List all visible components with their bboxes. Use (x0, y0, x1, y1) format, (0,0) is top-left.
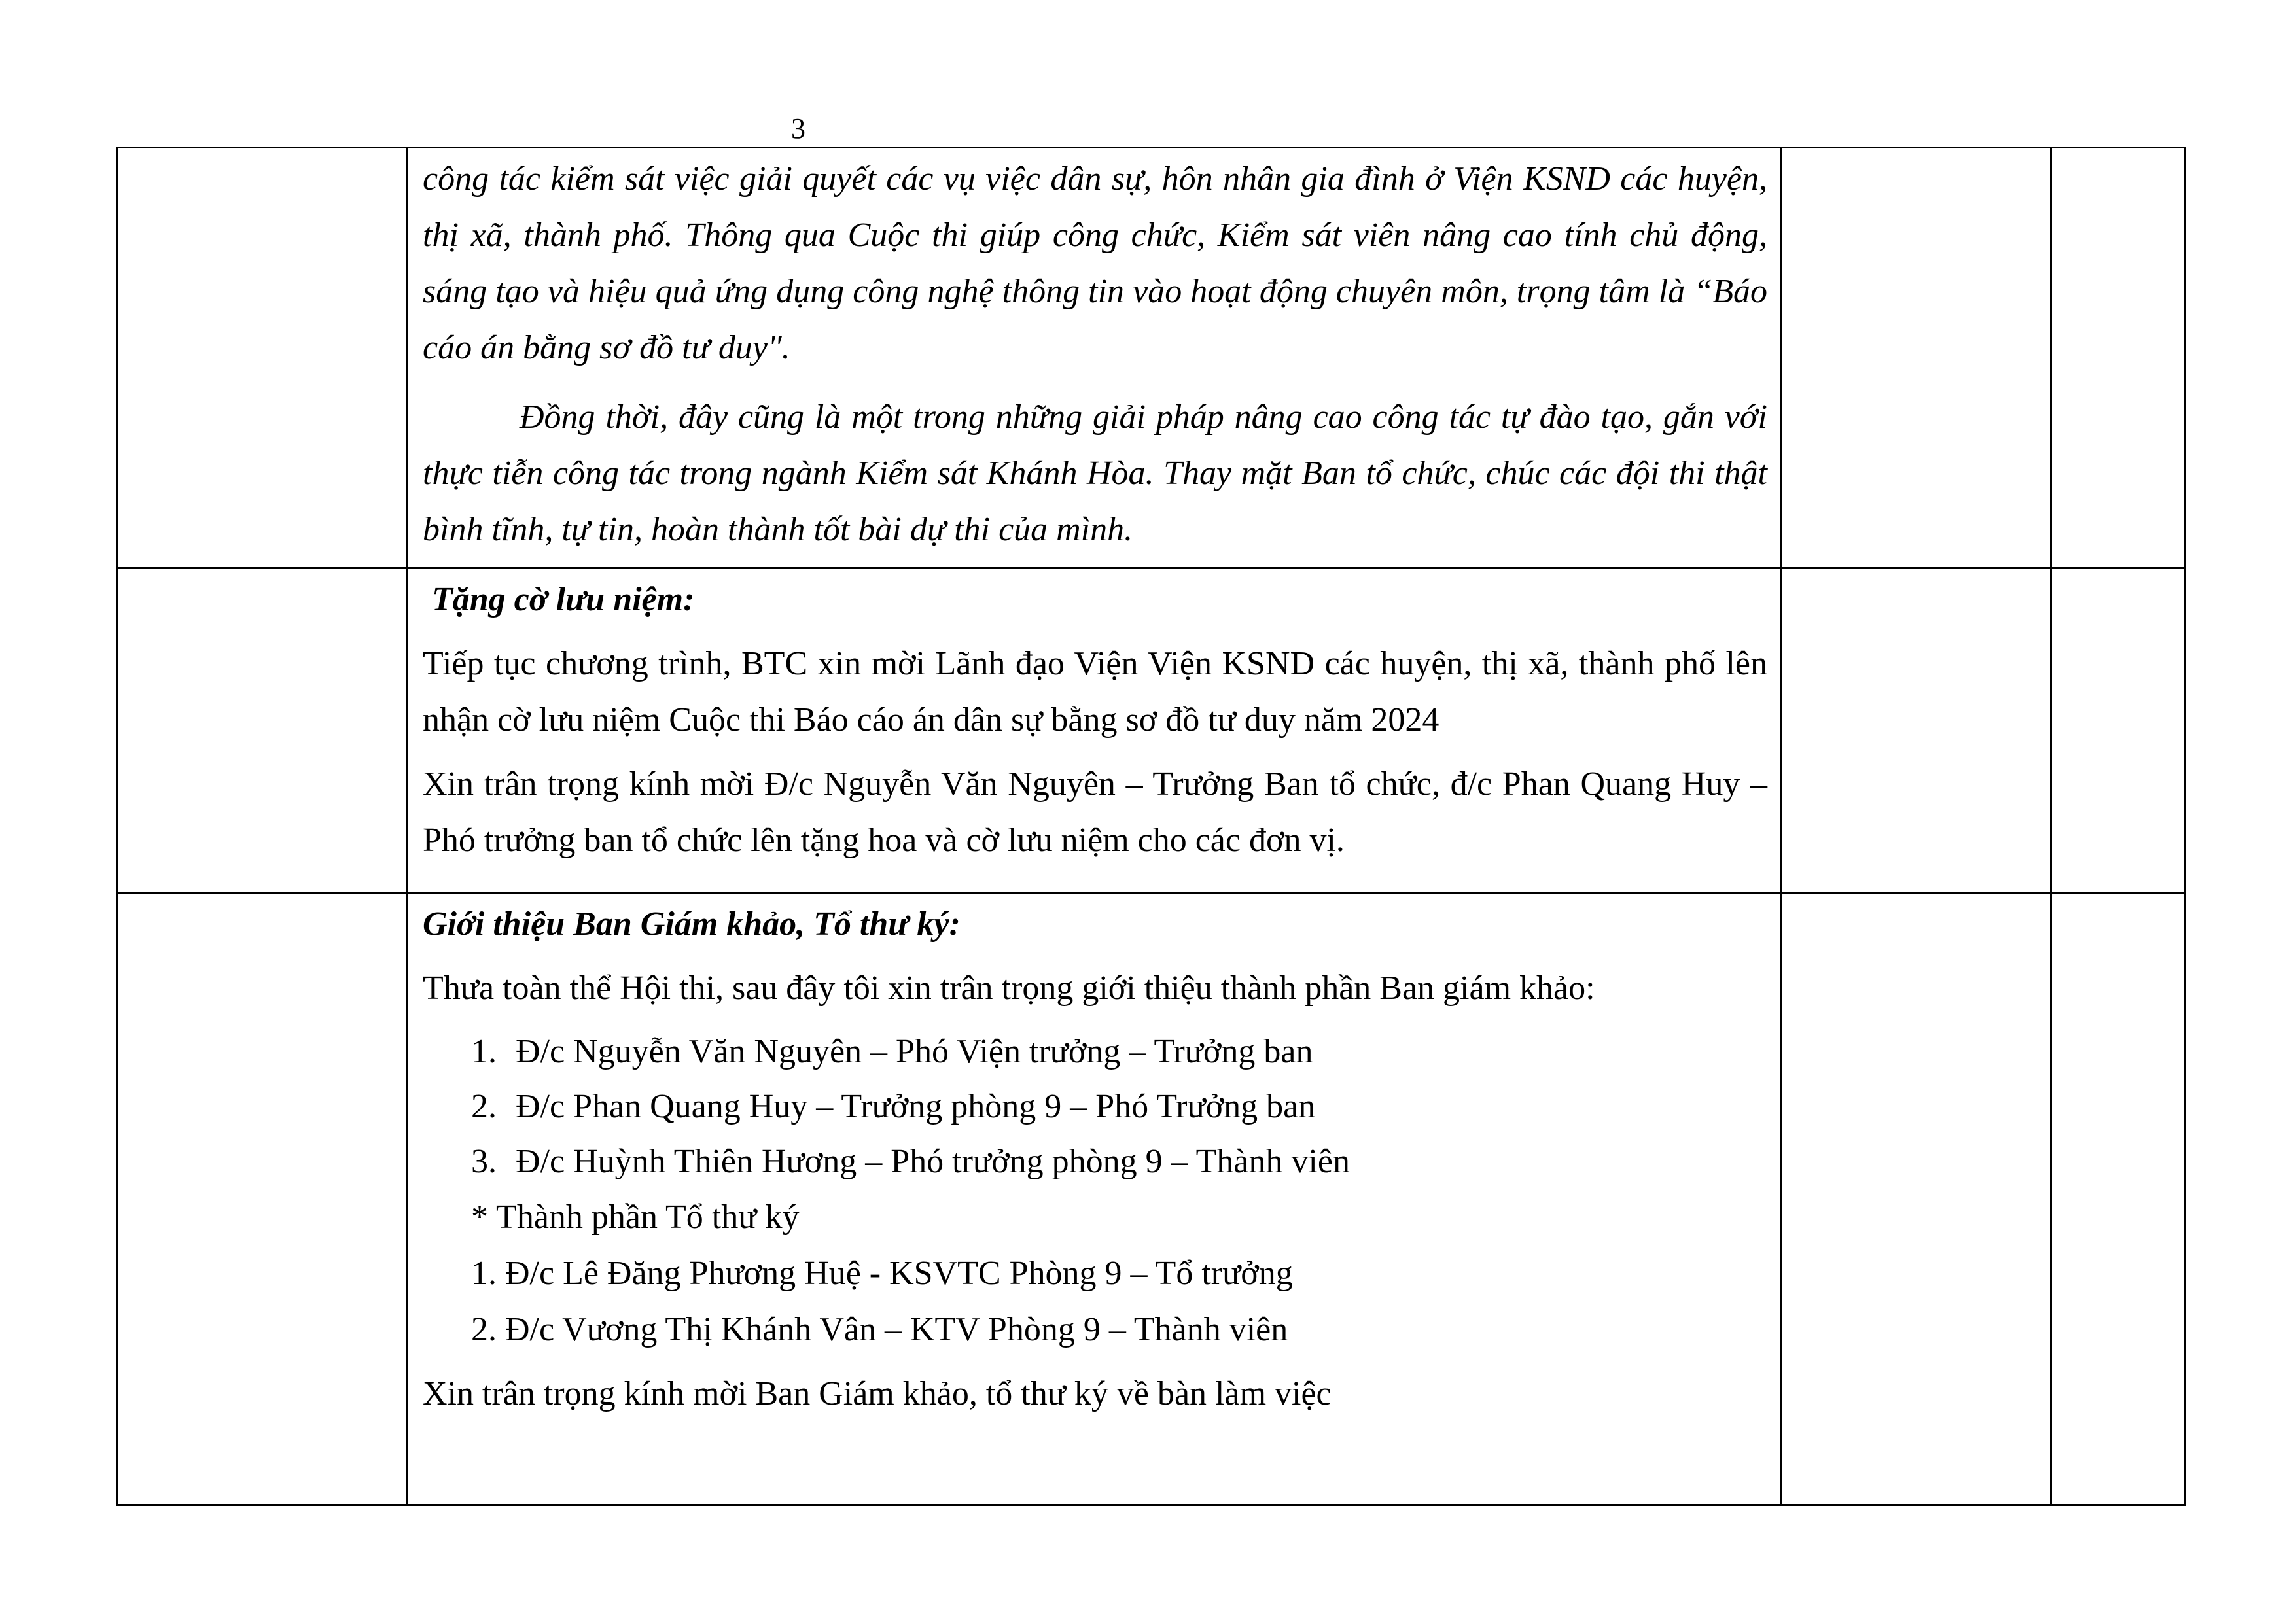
table-row (118, 568, 2185, 893)
paragraph: Đồng thời, đây cũng là một trong những giải pháp nâng cao công tác tự đào tạo, gắn với thực tiễn công tác trong ngành Kiểm sát Khánh Hòa. Thay mặt Ban tổ chức, chúc các đội thi thật bình tĩnh, tự tin, hoàn thành tốt bài dự thi của mình. (423, 398, 1767, 548)
judges-list (423, 1024, 1767, 1189)
time-cell (118, 893, 408, 1505)
section-heading: Giới thiệu Ban Giám khảo, Tổ thư ký: (423, 905, 961, 943)
paragraph: Tiếp tục chương trình, BTC xin mời Lãnh đạo Viện Viện KSND các huyện, thị xã, thành phố lên nhận cờ lưu niệm Cuộc thi Báo cáo án dân sự bằng sơ đồ tư duy năm 2024 (423, 645, 1767, 739)
person-cell (1782, 148, 2051, 568)
program-script-table (116, 147, 2186, 1506)
paragraph: Thưa toàn thể Hội thi, sau đây tôi xin trân trọng giới thiệu thành phần Ban giám khảo: (423, 969, 1595, 1007)
list-item: 1. Đ/c Lê Đăng Phương Huệ - KSVTC Phòng 9 – Tổ trưởng (471, 1255, 1293, 1292)
time-cell (118, 568, 408, 893)
table-row (118, 893, 2185, 1505)
note-cell (2051, 148, 2185, 568)
content-cell (408, 148, 1782, 568)
note-cell (2051, 893, 2185, 1505)
secretary-heading: * Thành phần Tổ thư ký (471, 1198, 800, 1236)
paragraph: Xin trân trọng kính mời Đ/c Nguyễn Văn Nguyên – Trưởng Ban tổ chức, đ/c Phan Quang Huy – Phó trưởng ban tổ chức lên tặng hoa và cờ lưu niệm cho các đơn vị. (423, 765, 1767, 859)
time-cell (118, 148, 408, 568)
list-item: 3. Đ/c Huỳnh Thiên Hương – Phó trưởng phòng 9 – Thành viên (471, 1143, 1351, 1180)
person-cell (1782, 893, 2051, 1505)
paragraph: Xin trân trọng kính mời Ban Giám khảo, tổ thư ký về bàn làm việc (423, 1375, 1332, 1412)
note-cell (2051, 568, 2185, 893)
person-cell (1782, 568, 2051, 893)
paragraph: công tác kiểm sát việc giải quyết các vụ việc dân sự, hôn nhân gia đình ở Viện KSND các huyện, thị xã, thành phố. Thông qua Cuộc thi giúp công chức, Kiểm sát viên nâng cao tính chủ động, sáng tạo và hiệu quả ứng dụng công nghệ thông tin vào hoạt động chuyên môn, trọng tâm là “Báo cáo án bằng sơ đồ tư duy". (423, 160, 1767, 366)
content-cell (408, 568, 1782, 893)
list-item: 1. Đ/c Nguyễn Văn Nguyên – Phó Viện trưởng – Trưởng ban (471, 1033, 1313, 1070)
list-item: 2. Đ/c Phan Quang Huy – Trưởng phòng 9 – Phó Trưởng ban (471, 1088, 1316, 1125)
section-heading: Tặng cờ lưu niệm: (432, 581, 695, 618)
list-item: 2. Đ/c Vương Thị Khánh Vân – KTV Phòng 9 – Thành viên (471, 1311, 1288, 1348)
page-number: 3 (791, 113, 805, 145)
table-row (118, 148, 2185, 568)
content-cell (408, 893, 1782, 1505)
